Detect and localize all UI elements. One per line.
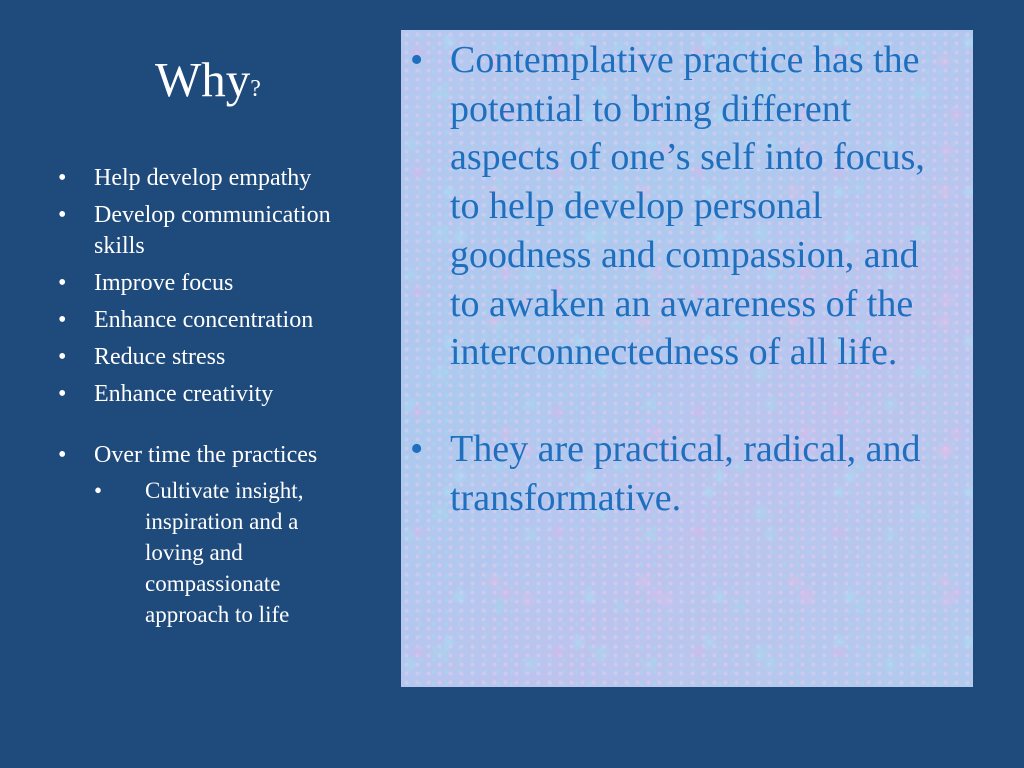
panel-list-item-text: They are practical, radical, and transformative. — [450, 427, 921, 519]
bullet-icon: • — [58, 165, 67, 191]
bullet-icon: • — [58, 307, 67, 333]
slide-title-main: Why — [155, 52, 251, 107]
sub-list-item-text: Cultivate insight, inspiration and a loving and compassionate approach to life — [145, 478, 304, 627]
list-item — [58, 200, 383, 262]
list-item — [58, 268, 383, 299]
sub-list — [94, 475, 383, 630]
list-item-text: Improve focus — [94, 270, 234, 296]
list-item-text: Reduce stress — [94, 344, 226, 370]
panel-list-item-text: Contemplative practice has the potential to bring different aspects of one’s self into focus, to help develop personal goodness and compassion, and to awaken an awareness of the interconnectedness of all life. — [450, 39, 925, 374]
panel-list-item — [408, 425, 953, 522]
list-item — [58, 305, 383, 336]
list-item-text: Enhance concentration — [94, 307, 314, 333]
bullet-icon: • — [58, 270, 67, 296]
list-item — [58, 440, 383, 630]
list-item-text: Over time the practices — [94, 442, 318, 468]
panel-list-item — [408, 36, 953, 377]
panel-text-list — [408, 36, 953, 522]
list-item — [58, 342, 383, 373]
bullet-icon: • — [410, 427, 424, 470]
list-item — [58, 379, 383, 410]
bullet-icon: • — [94, 478, 103, 503]
bullet-icon: • — [58, 442, 67, 468]
bullet-icon: • — [410, 39, 424, 81]
bullet-icon: • — [58, 202, 67, 228]
list-item-text: Help develop empathy — [94, 165, 312, 191]
list-item-text: Enhance creativity — [94, 381, 274, 407]
slide-title-suffix: ? — [250, 76, 261, 102]
list-item — [58, 163, 383, 194]
bullet-icon: • — [58, 344, 67, 370]
slide-title — [155, 50, 261, 119]
sub-list-item — [94, 475, 383, 630]
bullet-icon: • — [58, 381, 67, 407]
list-item-text: Develop communication skills — [94, 202, 331, 259]
benefits-list — [58, 163, 383, 636]
